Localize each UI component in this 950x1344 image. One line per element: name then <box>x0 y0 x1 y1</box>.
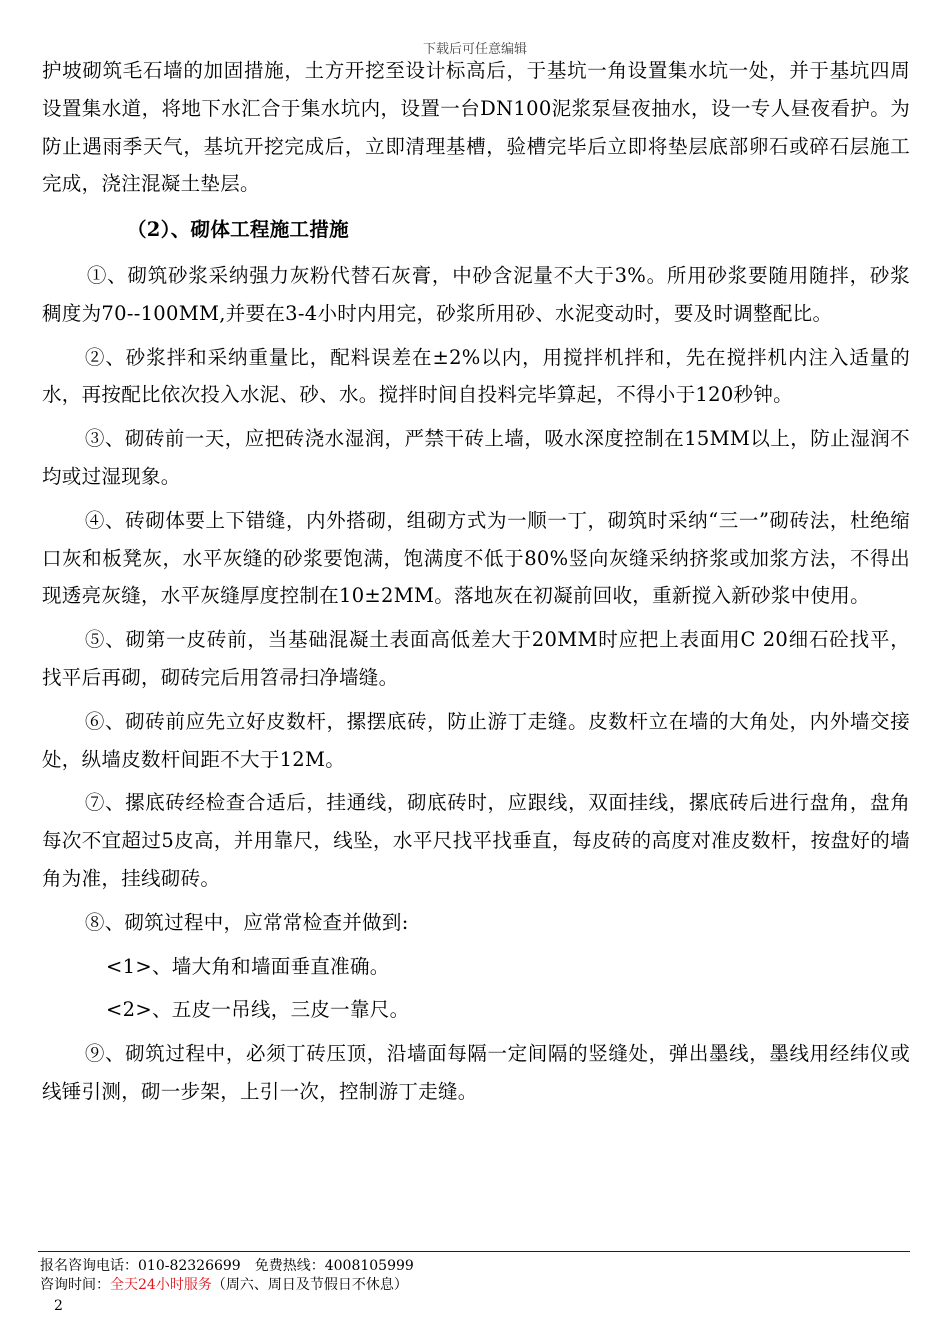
item-9: ⑨、砌筑过程中，必须丁砖压顶，沿墙面每隔一定间隔的竖缝处，弹出墨线，墨线用经纬仪或线锤引测，砌一步架，上引一次，控制游丁走缝。 <box>42 1042 910 1103</box>
item-1: ①、砌筑砂浆采纳强力灰粉代替石灰膏，中砂含泥量不大于3%。所用砂浆要随用随拌，砂浆稠度为70--100MM,并要在3-4小时内用完，砂浆所用砂、水泥变动时，要及时调整配比。 <box>42 263 910 325</box>
footer-contact-line <box>40 1257 414 1276</box>
item-6: ⑥、砌砖前应先立好皮数杆，摞摆底砖，防止游丁走缝。皮数杆立在墙的大角处，内外墙交接处，纵墙皮数杆间距不大于12M。 <box>42 709 910 771</box>
subitem-1: <1>、墙大角和墙面垂直准确。 <box>106 954 390 978</box>
document-body <box>42 52 910 1111</box>
page-number: 2 <box>54 1298 63 1314</box>
item-7: ⑦、摞底砖经检查合适后，挂通线，砌底砖时，应跟线，双面挂线，摞底砖后进行盘角，盘角每次不宜超过5皮高，并用靠尺，线坠，水平尺找平找垂直，每皮砖的高度对准皮数杆，按盘好的墙角为准，挂线砌砖。 <box>42 791 910 890</box>
subitem-2: <2>、五皮一吊线，三皮一靠尺。 <box>106 998 410 1022</box>
item-3: ③、砌砖前一天，应把砖浇水湿润，严禁干砖上墙，吸水深度控制在15MM以上，防止湿润不均或过湿现象。 <box>42 427 910 488</box>
item-5: ⑤、砌第一皮砖前，当基础混凝土表面高低差大于20MM时应把上表面用C 20细石砼找平，找平后再砌，砌砖完后用笤帚扫净墙缝。 <box>42 628 910 689</box>
footer-divider <box>38 1251 910 1252</box>
item-2: ②、砂浆拌和采纳重量比，配料误差在±2%以内，用搅拌机拌和，先在搅拌机内注入适量的水，再按配比依次投入水泥、砂、水。搅拌时间自投料完毕算起，不得小于120秒钟。 <box>42 345 910 407</box>
footer-time-line <box>40 1276 414 1295</box>
time-label: 咨询时间： <box>40 1277 110 1293</box>
time-highlight: 全天24小时服务 <box>110 1277 212 1293</box>
item-8: ⑧、砌筑过程中，应常常检查并做到: <box>84 910 409 934</box>
hotline-label: 免费热线： <box>254 1258 325 1274</box>
header-watermark: 下载后可任意编辑 <box>422 42 527 57</box>
intro-paragraph: 护坡砌筑毛石墙的加固措施，土方开挖至设计标高后，于基坑一角设置集水坑一处，并于基坑四周设置集水道，将地下水汇合于集水坑内，设置一台DN100泥浆泵昼夜抽水，设一专人昼夜看护。为防止遇雨季天气，基坑开挖完成后，立即清理基槽，验槽完毕后立即将垫层底部卵石或碎石层施工完成，浇注混凝土垫层。 <box>42 59 910 196</box>
hotline-number: 4008105999 <box>324 1258 414 1274</box>
footer <box>40 1257 414 1295</box>
phone-label: 报名咨询电话： <box>40 1258 138 1274</box>
time-note: （周六、周日及节假日不休息） <box>211 1277 408 1293</box>
phone-number: 010-82326699 <box>138 1258 241 1274</box>
section-heading: （2）、砌体工程施工措施 <box>127 218 349 242</box>
item-4: ④、砖砌体要上下错缝，内外搭砌，组砌方式为一顺一丁，砌筑时采纳“三一”砌砖法，杜绝缩口灰和板凳灰，水平灰缝的砂浆要饱满，饱满度不低于80%竖向灰缝采纳挤浆或加浆方法，不得出现透亮灰缝，水平灰缝厚度控制在10±2MM。落地灰在初凝前回收，重新搅入新砂浆中使用。 <box>42 508 910 608</box>
